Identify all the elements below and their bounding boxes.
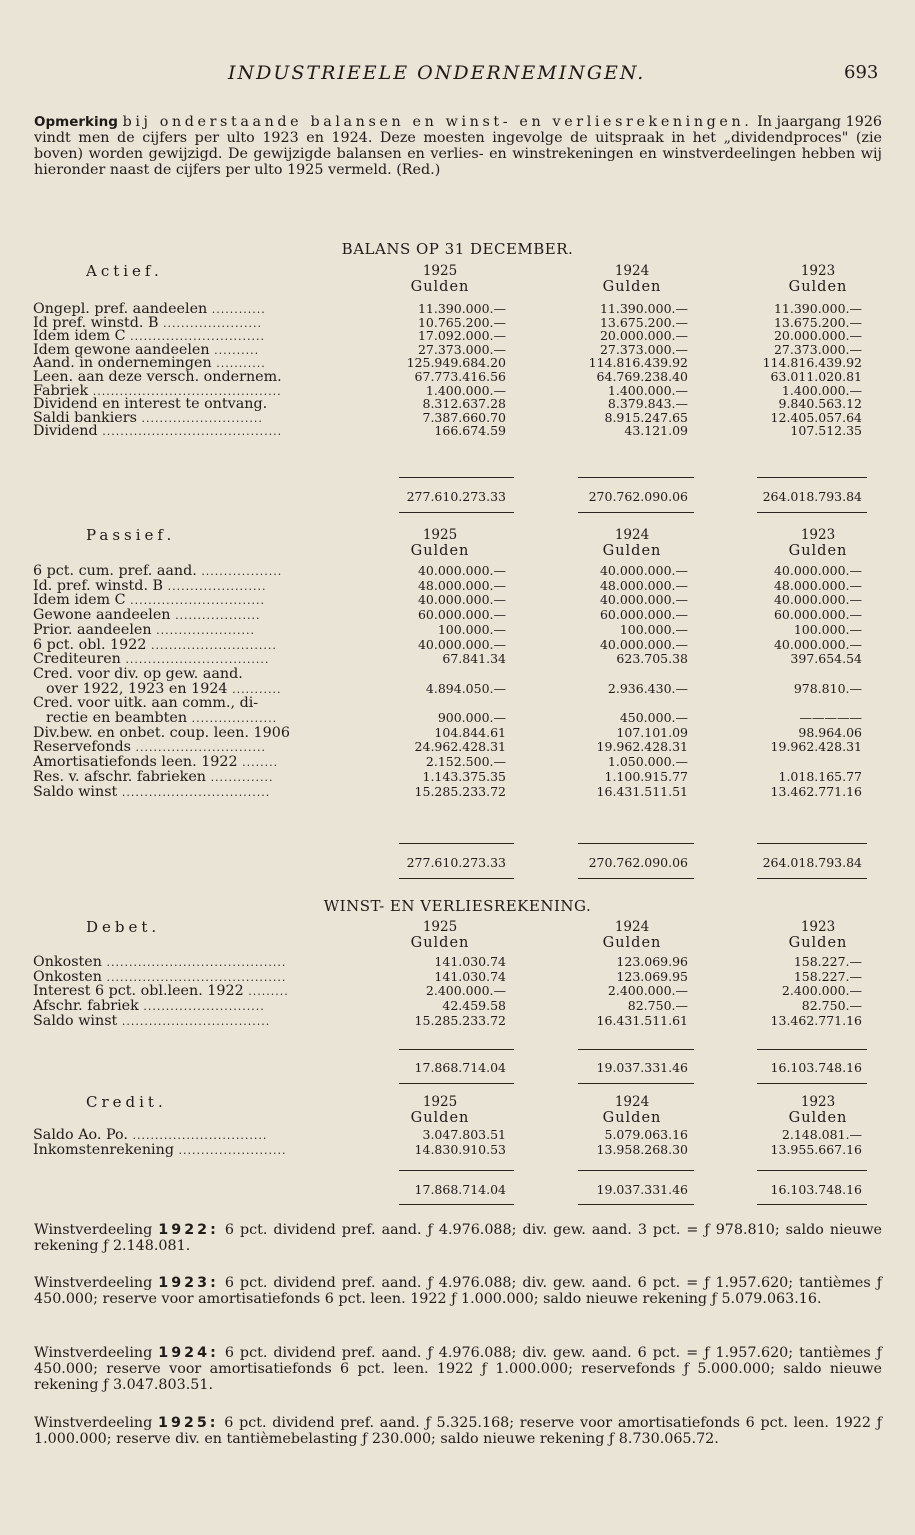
passief-value: 98.964.06 [798, 724, 862, 740]
credit-sum-rule [399, 1170, 514, 1171]
page-number: 693 [844, 62, 879, 83]
passief-value: 40.000.000.— [417, 636, 506, 652]
passief-value: 24.962.428.31 [414, 739, 506, 755]
passief-total-row [0, 855, 915, 871]
passief-label-text: Cred. voor div. op gew. aand. [33, 665, 243, 682]
passief-sum-rule [757, 843, 867, 844]
passief-leader-dots: ...................... [167, 579, 267, 593]
actief-row [0, 424, 915, 438]
passief-label-text: Cred. voor uitk. aan comm., di- [33, 695, 259, 712]
debet-heading: Debet. [86, 918, 161, 936]
debet-unit: Gulden [788, 935, 848, 951]
credit-row [0, 1128, 915, 1142]
actief-value: 10.765.200.— [417, 314, 506, 330]
debet-sum-rule [578, 1049, 694, 1050]
winstverdeeling-paragraph [34, 1222, 882, 1254]
passief-year-row [0, 527, 915, 543]
winst-title: WINST- EN VERLIESREKENING. [323, 897, 592, 915]
credit-total-row [0, 1182, 915, 1198]
debet-row [0, 970, 915, 984]
actief-label-text: Idem gewone aandeelen [33, 341, 210, 358]
winstverdeeling-prefix: Winstverdeeling [34, 1415, 153, 1431]
passief-label-text: Prior. aandeelen [33, 621, 152, 638]
passief-row-label [33, 696, 258, 710]
actief-year: 1923 [800, 263, 836, 279]
actief-value: 17.092.000.— [417, 328, 506, 344]
passief-label-text: Saldo winst [33, 783, 118, 800]
winstverdeeling-prefix: Winstverdeeling [34, 1275, 153, 1291]
passief-value: 100.000.— [437, 621, 506, 637]
passief-value: 60.000.000.— [599, 607, 688, 623]
winstverdeeling-text: 6 pct. dividend pref. aand. ƒ 5.325.168; reserve voor amortisatiefonds 6 pct. leen. 1922 ƒ 1.000.000; reserve div. en tantièmebelasting ƒ 230.000; saldo nieuwe rekening ƒ 8.730.065.72. [34, 1415, 883, 1447]
passief-leader-dots: .............. [210, 770, 274, 784]
running-title: INDUSTRIEELE ONDERNEMINGEN. [228, 62, 646, 84]
debet-end-rule [578, 1083, 694, 1084]
passief-row [0, 785, 915, 799]
credit-total: 19.037.331.46 [596, 1182, 688, 1197]
debet-year: 1923 [800, 919, 836, 935]
actief-value: 63.011.020.81 [770, 369, 862, 384]
actief-value: 114.816.439.92 [762, 355, 862, 371]
debet-year: 1924 [614, 919, 650, 935]
passief-value: 48.000.000.— [417, 577, 506, 593]
passief-label-text: over 1922, 1923 en 1924 [46, 680, 228, 697]
credit-sum-rule [578, 1170, 694, 1171]
winstverdeeling-text: 6 pct. dividend pref. aand. ƒ 4.976.088; div. gew. aand. 3 pct. = ƒ 978.810; saldo nieuwe rekening ƒ 2.148.081. [34, 1222, 883, 1254]
actief-leader-dots: ........................... [141, 411, 263, 425]
actief-value: 125.949.684.20 [406, 355, 506, 371]
actief-value: 20.000.000.— [773, 328, 862, 344]
passief-label-text: Crediteuren [33, 651, 121, 668]
passief-row [0, 682, 915, 696]
actief-total: 277.610.273.33 [406, 489, 506, 504]
credit-end-rule [757, 1204, 867, 1205]
actief-value: 12.405.057.64 [770, 409, 862, 425]
actief-row-label [33, 424, 282, 439]
actief-leader-dots: ............ [211, 303, 266, 316]
passief-label-text: Amortisatiefonds leen. 1922 [33, 754, 238, 771]
actief-label-text: Aand. in ondernemingen [33, 355, 212, 372]
credit-year-row [0, 1094, 915, 1110]
actief-value: 27.373.000.— [417, 341, 506, 357]
credit-label-text: Inkomstenrekening [33, 1141, 174, 1158]
actief-value: 20.000.000.— [599, 328, 688, 344]
actief-total-row [0, 489, 915, 505]
credit-leader-dots: ........................ [178, 1143, 287, 1157]
credit-label-text: Saldo Ao. Po. [33, 1127, 128, 1143]
credit-unit: Gulden [602, 1110, 662, 1126]
actief-unit: Gulden [410, 279, 470, 295]
actief-unit: Gulden [602, 279, 662, 295]
actief-end-rule [757, 512, 867, 513]
actief-leader-dots: .............................. [130, 330, 266, 344]
passief-value: 1.100.915.77 [604, 768, 688, 784]
passief-value: 107.101.09 [616, 724, 688, 740]
actief-value: 1.400.000.— [781, 382, 862, 398]
debet-label-text: Onkosten [33, 954, 102, 970]
actief-sum-rule [399, 477, 514, 478]
passief-value: 40.000.000.— [773, 636, 862, 652]
actief-label-text: Dividend [33, 423, 98, 440]
passief-row [0, 623, 915, 637]
passief-value: 48.000.000.— [599, 577, 688, 593]
debet-value: 13.462.771.16 [770, 1012, 862, 1028]
debet-total: 19.037.331.46 [596, 1060, 688, 1075]
winstverdeeling-paragraph [34, 1345, 882, 1393]
debet-value: 2.400.000.— [425, 983, 506, 999]
winstverdeeling-year: 1925: [158, 1415, 219, 1431]
credit-value: 5.079.063.16 [604, 1127, 688, 1142]
debet-label-text: Afschr. fabriek [33, 998, 139, 1015]
passief-row [0, 593, 915, 607]
page-header [0, 60, 915, 90]
passief-value: 67.841.34 [442, 651, 506, 667]
balans-title: BALANS OP 31 DECEMBER. [341, 240, 574, 258]
passief-end-rule [757, 878, 867, 879]
passief-value: 40.000.000.— [599, 563, 688, 578]
debet-label-text: Saldo winst [33, 1012, 118, 1029]
passief-leader-dots: ............................ [151, 638, 277, 652]
actief-heading: Actief. [86, 262, 163, 280]
actief-leader-dots: .......................................... [92, 384, 282, 398]
actief-value: 166.674.59 [434, 423, 506, 439]
debet-value: 141.030.74 [434, 954, 506, 969]
winstverdeeling-text: 6 pct. dividend pref. aand. ƒ 4.976.088; div. gew. aand. 6 pct. = ƒ 1.957.620; tantièmes ƒ 450.000; reserve voor amortisatiefonds 6 pct. leen. 1922 ƒ 1.000.000; reservefonds ƒ 5.000.000; saldo nieuwe rekening ƒ 3.047.803.51. [34, 1345, 883, 1393]
credit-value: 13.955.667.16 [770, 1141, 862, 1157]
passief-value: 19.962.428.31 [770, 739, 862, 755]
passief-leader-dots: ...................... [156, 623, 256, 637]
passief-leader-dots: ........... [232, 682, 282, 696]
passief-label-text: 6 pct. obl. 1922 [33, 636, 147, 653]
passief-leader-dots: ................................ [125, 653, 270, 667]
credit-row [0, 1143, 915, 1157]
debet-unit-row [0, 935, 915, 951]
actief-value: 107.512.35 [790, 423, 862, 439]
actief-leader-dots: ........................................ [102, 425, 283, 439]
debet-unit: Gulden [410, 935, 470, 951]
actief-total: 270.762.090.06 [588, 489, 688, 504]
passief-value: 2.152.500.— [425, 754, 506, 770]
passief-value: 100.000.— [619, 621, 688, 637]
editorial-note [34, 114, 882, 178]
actief-value: 13.675.200.— [599, 314, 688, 330]
debet-row [0, 1014, 915, 1028]
debet-unit: Gulden [602, 935, 662, 951]
actief-value: 7.387.660.70 [422, 409, 506, 425]
actief-label-text: Idem idem C [33, 328, 126, 345]
debet-sum-rule [399, 1049, 514, 1050]
passief-row [0, 755, 915, 769]
actief-row [0, 370, 915, 384]
winstverdeeling-prefix: Winstverdeeling [34, 1345, 153, 1361]
passief-value: 40.000.000.— [417, 563, 506, 578]
actief-leader-dots: ...................... [163, 316, 262, 330]
credit-value: 13.958.268.30 [596, 1141, 688, 1157]
note-spaced-text: bij onderstaande balansen en winst- en verliesrekeningen. [122, 114, 753, 130]
passief-total: 264.018.793.84 [762, 855, 862, 870]
passief-row-label [33, 667, 243, 681]
passief-label-text: rectie en beambten [46, 710, 188, 726]
passief-row [0, 579, 915, 593]
debet-row [0, 984, 915, 998]
passief-heading: Passief. [86, 526, 176, 544]
debet-value: 123.069.95 [616, 968, 688, 984]
debet-label-text: Onkosten [33, 968, 102, 985]
credit-total: 16.103.748.16 [770, 1182, 862, 1197]
debet-value: 158.227.— [793, 954, 862, 969]
actief-year: 1924 [614, 263, 650, 279]
actief-value: 11.390.000.— [417, 301, 506, 316]
actief-value: 11.390.000.— [599, 301, 688, 316]
passief-leader-dots: ................... [191, 712, 278, 725]
actief-sum-rule [578, 477, 694, 478]
actief-total: 264.018.793.84 [762, 489, 862, 504]
passief-label-text: Idem idem C [33, 592, 126, 609]
actief-value: 64.769.238.40 [596, 369, 688, 384]
passief-row-label [33, 726, 290, 740]
debet-total-row [0, 1060, 915, 1076]
passief-row [0, 667, 915, 681]
credit-year: 1923 [800, 1094, 836, 1110]
actief-label-text: Dividend en interest te ontvang. [33, 396, 268, 413]
passief-value: 40.000.000.— [599, 592, 688, 608]
note-text: In jaargang 1926 vindt men de cijfers per ulto 1923 en 1924. Deze moesten ingevolge de uitspraak in het „dividendproces" (zie boven) worden gewijzigd. De gewijzigde balansen en verlies- en winstrekeningen en winstverdeelingen hebben wij hieronder naast de cijfers per ulto 1925 vermeld. (Red.) [34, 114, 883, 178]
passief-year: 1923 [800, 527, 836, 543]
passief-value: 1.143.375.35 [422, 768, 506, 784]
debet-value: 141.030.74 [434, 968, 506, 984]
credit-total: 17.868.714.04 [414, 1182, 506, 1197]
credit-end-rule [399, 1204, 514, 1205]
passief-total: 270.762.090.06 [588, 855, 688, 870]
passief-row [0, 696, 915, 710]
credit-sum-rule [757, 1170, 867, 1171]
passief-label-text: 6 pct. cum. pref. aand. [33, 563, 197, 579]
debet-row [0, 955, 915, 969]
actief-value: 1.400.000.— [425, 382, 506, 398]
passief-value: 40.000.000.— [417, 592, 506, 608]
debet-row-label [33, 1014, 270, 1029]
actief-value: 114.816.439.92 [588, 355, 688, 371]
actief-value: 8.312.637.28 [422, 396, 506, 412]
debet-value: 82.750.— [801, 998, 862, 1014]
credit-value: 3.047.803.51 [422, 1127, 506, 1142]
credit-value: 2.148.081.— [781, 1127, 862, 1142]
passief-year: 1925 [422, 527, 458, 543]
actief-value: 9.840.563.12 [778, 396, 862, 412]
actief-value: 8.915.247.65 [604, 409, 688, 425]
passief-label-text: Id. pref. winstd. B [33, 577, 164, 594]
passief-row [0, 638, 915, 652]
passief-label-text: Reservefonds [33, 739, 131, 756]
passief-value: 60.000.000.— [773, 607, 862, 623]
debet-value: 42.459.58 [442, 998, 506, 1014]
debet-sum-rule [757, 1049, 867, 1050]
actief-sum-rule [757, 477, 867, 478]
passief-value: 40.000.000.— [773, 563, 862, 578]
actief-value: 13.675.200.— [773, 314, 862, 330]
actief-label-text: Fabriek [33, 382, 89, 399]
credit-row-label [33, 1143, 286, 1158]
debet-year-row [0, 919, 915, 935]
credit-unit-row [0, 1110, 915, 1126]
actief-value: 43.121.09 [624, 423, 688, 439]
actief-unit: Gulden [788, 279, 848, 295]
debet-end-rule [757, 1083, 867, 1084]
debet-value: 158.227.— [793, 968, 862, 984]
passief-total: 277.610.273.33 [406, 855, 506, 870]
passief-row [0, 770, 915, 784]
debet-end-rule [399, 1083, 514, 1084]
credit-year: 1924 [614, 1094, 650, 1110]
passief-unit: Gulden [602, 543, 662, 559]
debet-total: 16.103.748.16 [770, 1060, 862, 1075]
debet-value: 15.285.233.72 [414, 1012, 506, 1028]
debet-total: 17.868.714.04 [414, 1060, 506, 1075]
actief-end-rule [399, 512, 514, 513]
passief-value: 15.285.233.72 [414, 783, 506, 799]
passief-value: 450.000.— [619, 710, 688, 725]
debet-year: 1925 [422, 919, 458, 935]
passief-label-text: Res. v. afschr. fabrieken [33, 768, 207, 785]
passief-row [0, 726, 915, 740]
winstverdeeling-year: 1924: [158, 1345, 219, 1361]
winstverdeeling-year: 1923: [158, 1275, 219, 1291]
note-lead: Opmerking [34, 114, 118, 130]
winstverdeeling-prefix: Winstverdeeling [34, 1222, 153, 1238]
actief-value: 27.373.000.— [773, 341, 862, 357]
actief-value: 1.400.000.— [607, 382, 688, 398]
passief-sum-rule [578, 843, 694, 844]
passief-value: 2.936.430.— [607, 680, 688, 696]
passief-value: 104.844.61 [434, 724, 506, 740]
passief-label-text: Gewone aandeelen [33, 607, 171, 624]
credit-unit: Gulden [410, 1110, 470, 1126]
passief-leader-dots: ................... [175, 609, 261, 623]
debet-value: 2.400.000.— [781, 983, 862, 999]
actief-unit-row [0, 279, 915, 295]
passief-leader-dots: .............................. [130, 594, 266, 608]
actief-value: 11.390.000.— [773, 301, 862, 316]
actief-year-row [0, 263, 915, 279]
passief-leader-dots: ........ [242, 756, 279, 770]
actief-leader-dots: .......... [214, 343, 260, 357]
winstverdeeling-paragraph [34, 1415, 882, 1447]
passief-value: 13.462.771.16 [770, 783, 862, 799]
passief-value: ————— [799, 710, 862, 725]
debet-value: 16.431.511.61 [596, 1012, 688, 1028]
passief-row [0, 564, 915, 578]
passief-sum-rule [399, 843, 514, 844]
debet-leader-dots: ........................... [143, 1000, 265, 1014]
debet-leader-dots: ........................................ [106, 956, 287, 969]
passief-label-text: Div.bew. en onbet. coup. leen. 1906 [33, 724, 290, 741]
debet-label-text: Interest 6 pct. obl.leen. 1922 [33, 983, 244, 1000]
actief-value: 8.379.843.— [607, 396, 688, 412]
debet-leader-dots: ......... [248, 985, 289, 999]
actief-year: 1925 [422, 263, 458, 279]
actief-label-text: Id pref. winstd. B [33, 314, 159, 331]
credit-unit: Gulden [788, 1110, 848, 1126]
debet-value: 123.069.96 [616, 954, 688, 969]
winstverdeeling-text: 6 pct. dividend pref. aand. ƒ 4.976.088; div. gew. aand. 6 pct. = ƒ 1.957.620; tantièmes ƒ 450.000; reserve voor amortisatiefonds 6 pct. leen. 1922 ƒ 1.000.000; saldo nieuwe rekening ƒ 5.079.063.16. [34, 1275, 883, 1307]
passief-value: 1.018.165.77 [778, 768, 862, 784]
debet-leader-dots: ........................................ [106, 970, 287, 984]
passief-leader-dots: .................. [201, 565, 283, 578]
passief-leader-dots: ................................. [121, 785, 271, 799]
passief-value: 100.000.— [793, 621, 862, 637]
passief-leader-dots: ............................. [135, 741, 266, 755]
actief-value: 27.373.000.— [599, 341, 688, 357]
credit-end-rule [578, 1204, 694, 1205]
passief-unit-row [0, 543, 915, 559]
debet-value: 2.400.000.— [607, 983, 688, 999]
passief-row [0, 652, 915, 666]
credit-leader-dots: .............................. [132, 1129, 268, 1142]
debet-value: 82.750.— [627, 998, 688, 1014]
passief-year: 1924 [614, 527, 650, 543]
passief-value: 19.962.428.31 [596, 739, 688, 755]
passief-value: 4.894.050.— [425, 680, 506, 696]
credit-year: 1925 [422, 1094, 458, 1110]
passief-value: 1.050.000.— [607, 754, 688, 770]
passief-end-rule [578, 878, 694, 879]
passief-unit: Gulden [788, 543, 848, 559]
passief-value: 40.000.000.— [773, 592, 862, 608]
passief-value: 623.705.38 [616, 651, 688, 667]
credit-heading: Credit. [86, 1093, 167, 1111]
passief-value: 397.654.54 [790, 651, 862, 667]
passief-row [0, 740, 915, 754]
passief-unit: Gulden [410, 543, 470, 559]
passief-value: 48.000.000.— [773, 577, 862, 593]
passief-value: 16.431.511.51 [596, 783, 688, 799]
actief-leader-dots: ........... [216, 357, 266, 371]
passief-value: 60.000.000.— [417, 607, 506, 623]
passief-end-rule [399, 878, 514, 879]
actief-label-text: Ongepl. pref. aandeelen [33, 301, 208, 317]
passief-value: 40.000.000.— [599, 636, 688, 652]
debet-leader-dots: ................................. [121, 1014, 271, 1028]
passief-row [0, 711, 915, 725]
passief-row-label [33, 785, 270, 800]
actief-end-rule [578, 512, 694, 513]
winstverdeeling-paragraph [34, 1275, 882, 1307]
winstverdeeling-year: 1922: [158, 1222, 219, 1238]
actief-label-text: Saldi bankiers [33, 409, 137, 426]
passief-row [0, 608, 915, 622]
passief-value: 900.000.— [437, 710, 506, 725]
credit-value: 14.830.910.53 [414, 1141, 506, 1157]
actief-value: 67.773.416.56 [414, 369, 506, 384]
passief-value: 978.810.— [793, 680, 862, 696]
actief-label-text: Leen. aan deze versch. ondernem. [33, 369, 282, 385]
debet-row [0, 999, 915, 1013]
